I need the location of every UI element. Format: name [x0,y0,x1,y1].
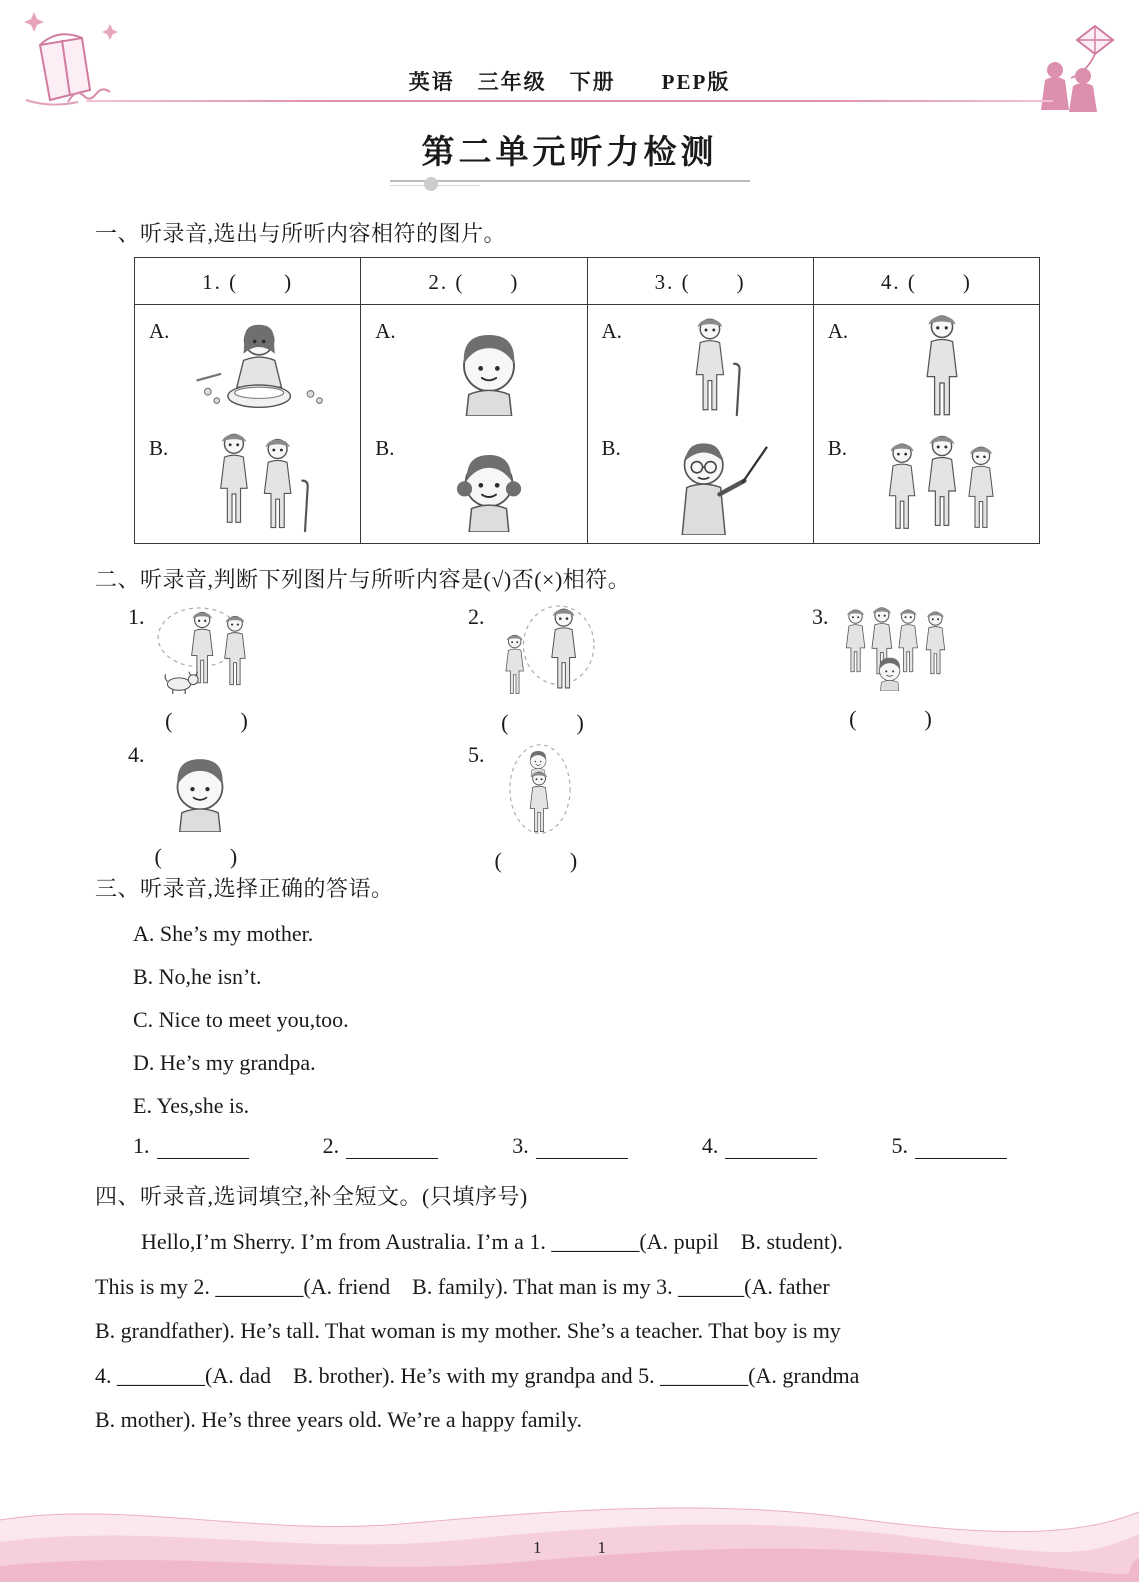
page-number [0,1538,1139,1558]
q3-answer-blanks-row [133,1133,1007,1159]
passage-line: B. mother). He’s three years old. We’re a happy family. [95,1407,582,1432]
boy-standing-illustration [156,742,244,832]
section4-label: 四、听录音,选词填空,补全短文。(只填序号) [95,1184,528,1209]
title-dot-icon [424,177,438,191]
q3-options-list [133,912,349,1127]
boy-with-teacher-illustration [495,604,599,698]
footer-wave-decoration [0,1486,1139,1582]
family-group-illustration [839,604,951,694]
option-a-label: A. [375,319,396,343]
q1-cell-2 [361,305,587,544]
header-divider [86,100,1053,102]
q2-answer-slot-2[interactable]: ( ) [501,710,592,735]
male-teacher-with-pointer-illustration [621,424,809,541]
item-number: 5. [468,742,485,767]
item-number: 4. [128,742,145,767]
listening-question1-table [134,257,1040,544]
elderly-couple-illustration [168,424,356,541]
q1-answer-slot-4[interactable]: 4. ( ) [813,258,1039,305]
mother-with-child-illustration [502,742,578,836]
section2-label: 二、听录音,判断下列图片与所听内容是(√)否(×)相符。 [95,567,631,592]
q2-item-3 [812,604,951,733]
q3-blank-4[interactable]: 4. [702,1133,818,1159]
q2-answer-slot-5[interactable]: ( ) [494,848,586,873]
q3-blank-5[interactable]: 5. [892,1133,1008,1159]
section3-label: 三、听录音,选择正确的答语。 [95,876,394,901]
q2-answer-slot-4[interactable]: ( ) [154,844,246,869]
grandpa-standing-illustration [848,307,1035,424]
q2-answer-slot-1[interactable]: ( ) [165,708,256,733]
family-of-three-illustration [847,424,1035,541]
item-number: 3. [812,604,829,629]
q1-answer-slot-1[interactable]: 1. ( ) [135,258,361,305]
q3-blank-2[interactable]: 2. [323,1133,439,1159]
q4-passage [95,1220,1050,1443]
q3-option-e: E. Yes,she is. [133,1093,250,1118]
q3-blank-1[interactable]: 1. [133,1133,249,1159]
q1-cell-3 [587,305,813,544]
item-number: 2. [468,604,485,629]
option-a-label: A. [149,319,170,343]
q2-answer-slot-3[interactable]: ( ) [849,706,940,731]
q1-header-row [135,258,1040,305]
option-a-label: A. [601,319,622,343]
passage-line: 4. ________(A. dad B. brother). He’s with my grandpa and 5. ________(A. grandma [95,1362,860,1388]
q2-item-5 [468,742,585,875]
title-underline-decoration [390,177,750,193]
passage-line: B. grandfather). He’s tall. That woman is my mother. She’s a teacher. That boy is my [95,1318,841,1343]
passage-line: This is my 2. ________(A. friend B. family). That man is my 3. ______(A. father [95,1273,830,1299]
woman-washing-illustration [169,307,356,424]
q3-blank-3[interactable]: 3. [512,1133,628,1159]
q1-answer-slot-3[interactable]: 3. ( ) [587,258,813,305]
page-number-left: 1 [533,1538,542,1557]
section1-label: 一、听录音,选出与所听内容相符的图片。 [95,221,507,246]
header-course-info: 英语 三年级 下册 PEP版 [408,70,731,94]
option-b-label: B. [827,436,848,460]
q1-options-row [135,305,1040,544]
item-number: 1. [128,604,145,629]
q2-item-1 [128,604,267,735]
grandparents-with-dog-illustration [155,604,267,696]
q3-option-c: C. Nice to meet you,too. [133,1007,349,1032]
page-number-right: 1 [597,1538,606,1557]
option-b-label: B. [149,436,169,460]
option-b-label: B. [375,436,395,460]
q2-item-2 [468,604,599,737]
option-a-label: A. [827,319,849,343]
q2-item-4 [128,742,245,871]
q3-option-b: B. No,he isn’t. [133,964,262,989]
flourish-icon [66,84,112,110]
q3-option-a: A. She’s my mother. [133,921,314,946]
page-title: 第二单元听力检测 [421,135,718,171]
option-b-label: B. [601,436,621,460]
q3-option-d: D. He’s my grandpa. [133,1050,316,1075]
grandma-with-cane-illustration [622,307,809,424]
q1-answer-slot-2[interactable]: 2. ( ) [361,258,587,305]
q1-cell-1 [135,305,361,544]
passage-line: Hello,I’m Sherry. I’m from Australia. I’m a 1. ________(A. pupil B. student). [141,1229,843,1254]
girl-face-illustration [395,424,583,541]
q1-cell-4 [813,305,1039,544]
boy-face-illustration [396,307,583,424]
